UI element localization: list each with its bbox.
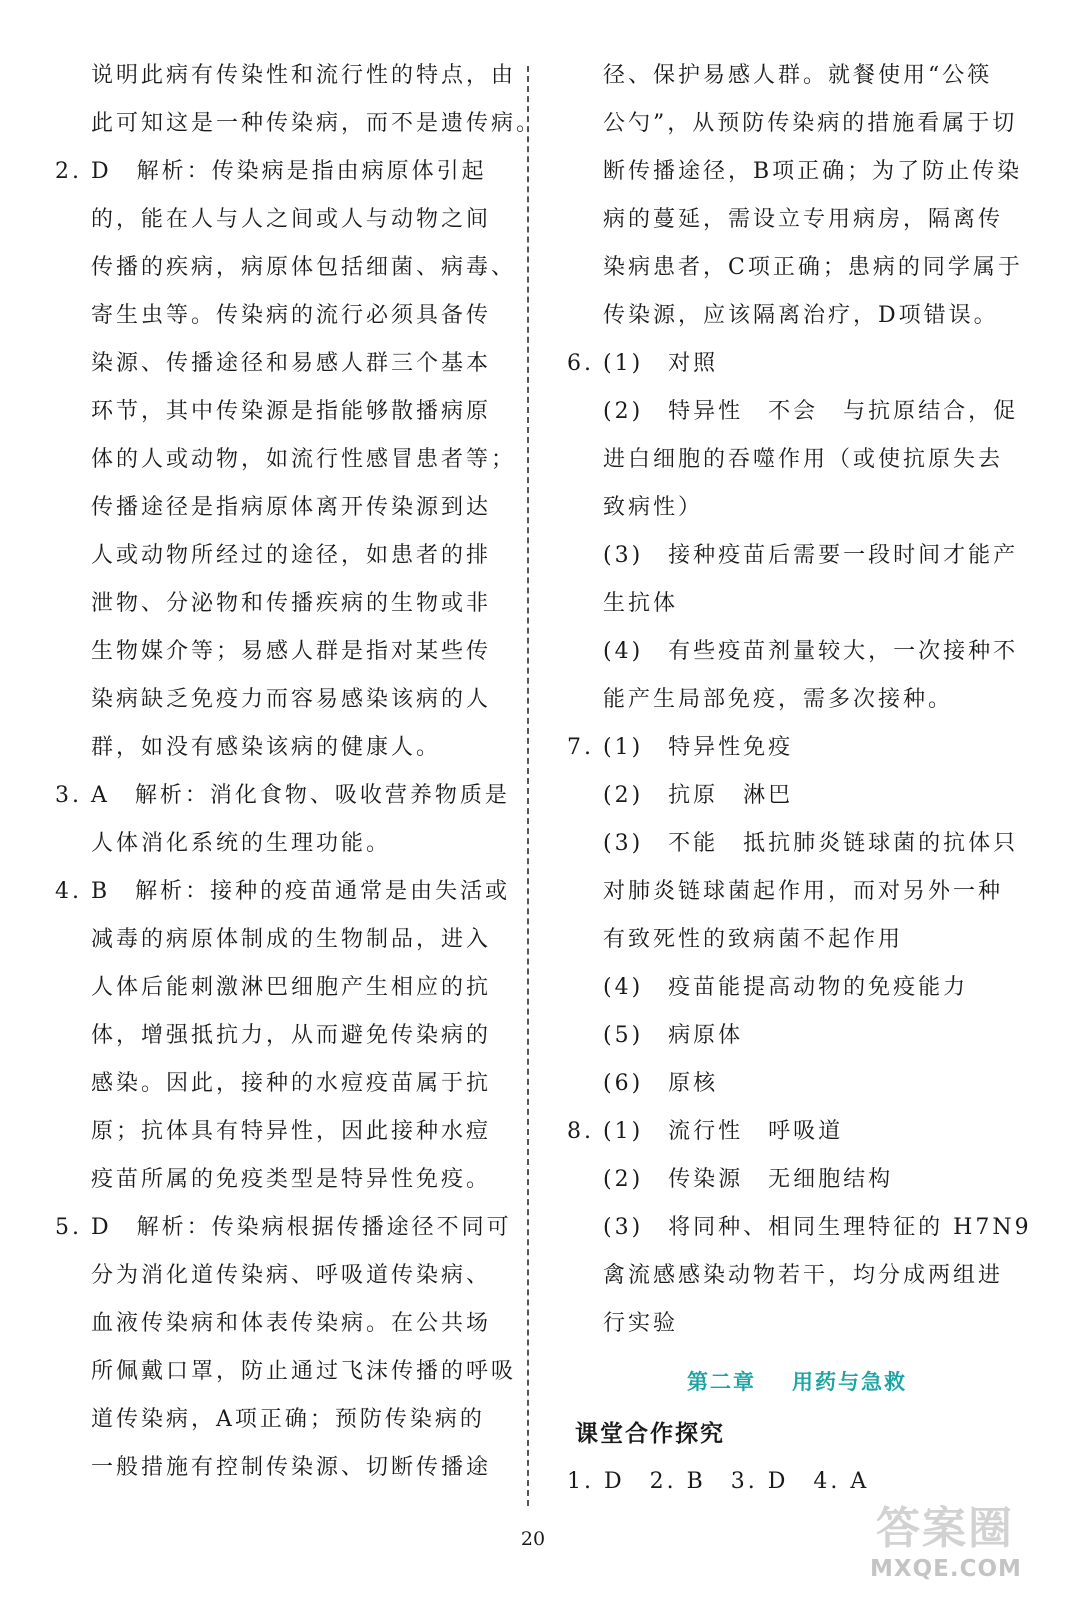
text-line <box>567 292 1007 340</box>
line-text: 生物媒介等；易感人群是指对某些传 <box>91 639 492 664</box>
text-line <box>55 724 495 772</box>
line-text: (2) 传染源 无细胞结构 <box>603 1167 894 1192</box>
text-line <box>55 148 495 196</box>
text-line <box>567 676 1007 724</box>
text-line <box>55 1444 495 1492</box>
question-number: 7. <box>567 735 594 760</box>
text-line <box>55 1252 495 1300</box>
chapter-title: 用药与急救 <box>792 1370 907 1394</box>
line-text: 减毒的病原体制成的生物制品，进入 <box>91 927 492 952</box>
text-line <box>567 52 1007 100</box>
line-text: (6) 原核 <box>603 1071 719 1096</box>
line-text: 致病性） <box>603 495 704 520</box>
line-text: 体的人或动物，如流行性感冒患者等； <box>91 447 517 472</box>
section-heading: 课堂合作探究 <box>575 1421 725 1447</box>
line-text: 生抗体 <box>603 591 679 616</box>
text-line <box>55 1348 517 1396</box>
line-text: 的，能在人与人之间或人与动物之间 <box>91 207 492 232</box>
text-line <box>567 340 1007 388</box>
text-line <box>567 1204 1032 1252</box>
text-line <box>55 244 517 292</box>
line-text: (1) 特异性免疫 <box>603 735 794 760</box>
line-text: B 解析：接种的疫苗通常是由失活或 <box>91 879 511 904</box>
line-text: 原；抗体具有特异性，因此接种水痘 <box>91 1119 492 1144</box>
line-text: 公勺”，从预防传染病的措施看属于切 <box>603 111 1018 136</box>
line-text: 泄物、分泌物和传播疾病的生物或非 <box>91 591 492 616</box>
question-number: 4. <box>55 879 82 904</box>
line-text: (3) 接种疫苗后需要一段时间才能产 <box>603 543 1019 568</box>
line-text: 染源、传播途径和易感人群三个基本 <box>91 351 492 376</box>
line-text: 人或动物所经过的途径，如患者的排 <box>91 543 492 568</box>
text-line <box>55 100 542 148</box>
chapter-number: 第二章 <box>687 1370 756 1394</box>
text-line <box>55 916 495 964</box>
chapter-heading <box>567 1356 1007 1408</box>
text-line <box>567 916 1007 964</box>
line-text: 行实验 <box>603 1311 679 1336</box>
text-line <box>567 148 1023 196</box>
line-text: 人体后能刺激淋巴细胞产生相应的抗 <box>91 975 492 1000</box>
text-line <box>55 196 495 244</box>
text-line <box>567 388 1019 436</box>
answers-text: 1. D 2. B 3. D 4. A <box>567 1469 870 1494</box>
text-line <box>55 772 510 820</box>
text-line <box>55 388 495 436</box>
watermark-url: MXQE.COM <box>870 1556 1022 1582</box>
line-text: (3) 将同种、相同生理特征的 H7N9 <box>603 1215 1032 1240</box>
text-line <box>55 52 517 100</box>
text-line <box>55 436 517 484</box>
line-text: (2) 抗原 淋巴 <box>603 783 794 808</box>
text-line <box>567 724 1007 772</box>
line-text: (4) 疫苗能提高动物的免疫能力 <box>603 975 969 1000</box>
question-number: 8. <box>567 1119 594 1144</box>
line-text: A 解析：消化食物、吸收营养物质是 <box>91 783 510 808</box>
right-column <box>567 52 1032 1506</box>
text-line <box>55 1108 495 1156</box>
watermark-logo: 答案圈 <box>876 1503 1014 1554</box>
line-text: 病的蔓延，需设立专用病房，隔离传 <box>603 207 1004 232</box>
line-text: 一般措施有控制传染源、切断传播途 <box>91 1455 492 1480</box>
line-text: D 解析：传染病根据传播途径不同可 <box>91 1215 512 1240</box>
page-number: 20 <box>520 1528 546 1550</box>
line-text: 此可知这是一种传染病，而不是遗传病。 <box>91 111 542 136</box>
text-line <box>567 532 1019 580</box>
text-line <box>567 964 1007 1012</box>
line-text: 有致死性的致病菌不起作用 <box>603 927 904 952</box>
question-number: 5. <box>55 1215 82 1240</box>
text-line <box>567 1012 1007 1060</box>
text-line <box>567 1156 1007 1204</box>
text-line <box>55 676 495 724</box>
line-text: D 解析：传染病是指由病原体引起 <box>91 159 487 184</box>
line-text: 道传染病，A项正确；预防传染病的 <box>91 1407 485 1432</box>
question-number: 2. <box>55 159 82 184</box>
text-line <box>567 628 1019 676</box>
text-line <box>55 532 495 580</box>
text-line <box>567 484 1007 532</box>
text-line <box>567 580 1007 628</box>
line-text: 径、保护易感人群。就餐使用“公筷 <box>603 63 993 88</box>
column-divider <box>527 66 529 1506</box>
text-line <box>567 436 1007 484</box>
line-text: 血液传染病和体表传染病。在公共场 <box>91 1311 492 1336</box>
text-line <box>55 580 495 628</box>
line-text: (1) 对照 <box>603 351 719 376</box>
question-number: 6. <box>567 351 594 376</box>
line-text: 分为消化道传染病、呼吸道传染病、 <box>91 1263 492 1288</box>
text-line <box>55 1204 512 1252</box>
text-line <box>567 772 1007 820</box>
line-text: 染病缺乏免疫力而容易感染该病的人 <box>91 687 492 712</box>
line-text: 感染。因此，接种的水痘疫苗属于抗 <box>91 1071 492 1096</box>
line-text: (1) 流行性 呼吸道 <box>603 1119 844 1144</box>
text-line <box>55 1396 495 1444</box>
line-text: (2) 特异性 不会 与抗原结合，促 <box>603 399 1019 424</box>
watermark <box>862 1492 1062 1596</box>
text-line <box>55 964 495 1012</box>
text-line <box>55 628 495 676</box>
text-line <box>55 1012 495 1060</box>
text-line <box>567 196 1007 244</box>
line-text: 传播途径是指病原体离开传染源到达 <box>91 495 492 520</box>
line-text: 传播的疾病，病原体包括细菌、病毒、 <box>91 255 517 280</box>
line-text: 对肺炎链球菌起作用，而对另外一种 <box>603 879 1004 904</box>
text-line <box>55 484 495 532</box>
text-line <box>567 1108 1007 1156</box>
text-line <box>567 100 1018 148</box>
text-line <box>567 1252 1007 1300</box>
line-text: 群，如没有感染该病的健康人。 <box>91 735 442 760</box>
left-column <box>55 52 542 1492</box>
text-line <box>55 340 495 388</box>
line-text: 进白细胞的吞噬作用（或使抗原失去 <box>603 447 1004 472</box>
right-answers <box>567 52 1032 1348</box>
text-line <box>55 1060 495 1108</box>
text-line <box>567 1300 1007 1348</box>
line-text: 环节，其中传染源是指能够散播病原 <box>91 399 492 424</box>
line-text: 疫苗所属的免疫类型是特异性免疫。 <box>91 1167 492 1192</box>
line-text: 说明此病有传染性和流行性的特点，由 <box>91 63 517 88</box>
text-line <box>55 820 495 868</box>
line-text: 染病患者，C项正确；患病的同学属于 <box>603 255 1023 280</box>
text-line <box>567 1060 1007 1108</box>
text-line <box>567 820 1019 868</box>
line-text: 断传播途径，B项正确；为了防止传染 <box>603 159 1023 184</box>
line-text: 人体消化系统的生理功能。 <box>91 831 392 856</box>
text-line <box>567 244 1023 292</box>
question-number: 3. <box>55 783 82 808</box>
line-text: (4) 有些疫苗剂量较大，一次接种不 <box>603 639 1019 664</box>
text-line <box>567 868 1007 916</box>
line-text: (5) 病原体 <box>603 1023 744 1048</box>
text-line <box>55 292 495 340</box>
line-text: 寄生虫等。传染病的流行必须具备传 <box>91 303 492 328</box>
line-text: 能产生局部免疫，需多次接种。 <box>603 687 954 712</box>
line-text: (3) 不能 抵抗肺炎链球菌的抗体只 <box>603 831 1019 856</box>
line-text: 体，增强抵抗力，从而避免传染病的 <box>91 1023 492 1048</box>
text-line <box>55 868 511 916</box>
line-text: 所佩戴口罩，防止通过飞沫传播的呼吸 <box>91 1359 517 1384</box>
text-line <box>55 1300 495 1348</box>
line-text: 传染源，应该隔离治疗，D项错误。 <box>603 303 999 328</box>
line-text: 禽流感感染动物若干，均分成两组进 <box>603 1263 1004 1288</box>
text-line <box>55 1156 495 1204</box>
